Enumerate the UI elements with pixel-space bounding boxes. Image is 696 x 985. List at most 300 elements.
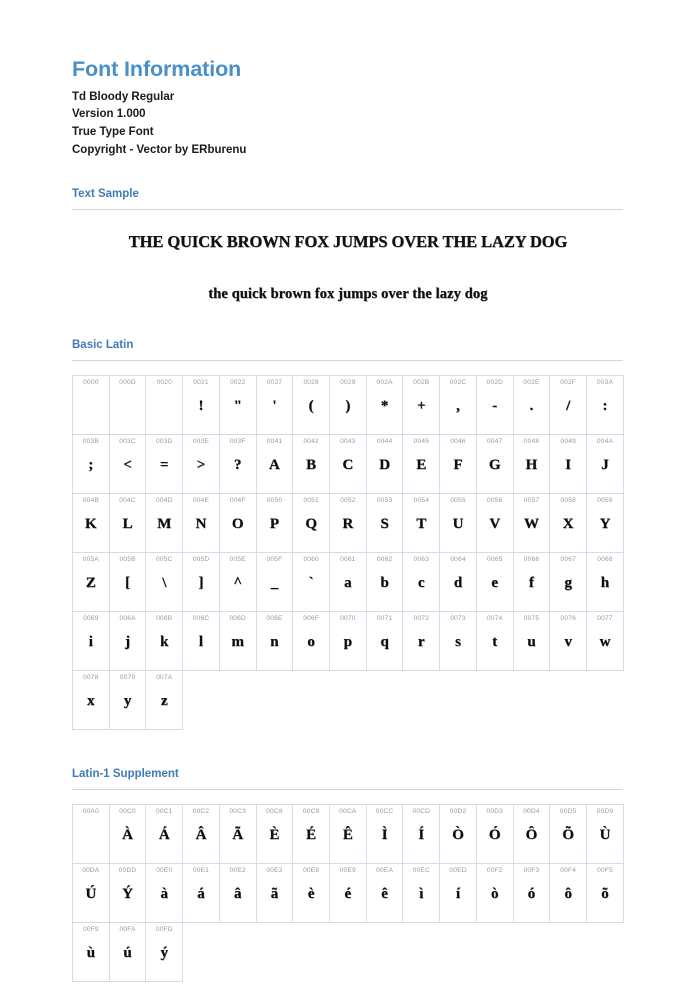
glyph-codepoint: 004A <box>596 437 614 445</box>
glyph-codepoint: 0044 <box>376 437 393 445</box>
glyph-codepoint: 0052 <box>340 496 356 504</box>
glyph-sample: J <box>601 456 609 473</box>
glyph-codepoint: 002D <box>486 378 504 386</box>
glyph-cell-placeholder <box>587 670 624 729</box>
glyph-cell[interactable] <box>293 552 330 611</box>
sample-lowercase-pangram: the quick brown fox jumps over the lazy dog <box>208 286 488 303</box>
glyph-cell[interactable] <box>403 552 440 611</box>
glyph-cell[interactable] <box>109 670 146 729</box>
glyph-cell[interactable] <box>476 552 513 611</box>
glyph-sample: é <box>344 885 352 902</box>
glyph-cell-placeholder <box>440 922 477 981</box>
glyph-cell[interactable] <box>330 611 367 670</box>
glyph-sample: r <box>417 633 425 650</box>
glyph-cell[interactable] <box>366 552 403 611</box>
glyph-sample: Ù <box>599 826 611 843</box>
glyph-cell-placeholder <box>293 670 330 729</box>
glyph-cell[interactable] <box>109 434 146 493</box>
glyph-sample: m <box>231 633 244 650</box>
glyph-sample: È <box>269 826 280 843</box>
glyph-codepoint: 0060 <box>303 555 319 563</box>
glyph-codepoint: 003D <box>156 437 173 445</box>
glyph-codepoint: 0046 <box>450 437 466 445</box>
glyph-cell[interactable] <box>550 375 587 434</box>
glyph-cell[interactable] <box>293 611 330 670</box>
glyph-codepoint: 00E2 <box>229 866 246 874</box>
glyph-cell[interactable] <box>440 804 477 863</box>
glyph-codepoint: 004C <box>119 496 136 504</box>
glyph-sample: V <box>489 515 501 532</box>
glyph-codepoint: 00DD <box>118 866 137 874</box>
glyph-sample: ^ <box>233 574 243 591</box>
glyph-codepoint: 00E8 <box>303 866 320 874</box>
glyph-sample: Á <box>158 826 170 843</box>
glyph-codepoint: 00E1 <box>192 866 210 874</box>
glyph-codepoint: 0049 <box>560 437 576 445</box>
glyph-sample: Z <box>85 574 96 591</box>
glyph-codepoint: 0051 <box>303 496 319 504</box>
glyph-codepoint: 0078 <box>83 673 99 681</box>
glyph-cell[interactable] <box>403 804 440 863</box>
glyph-cell[interactable] <box>109 493 146 552</box>
glyph-sample: W <box>523 515 539 532</box>
glyph-sample: b <box>380 574 389 591</box>
glyph-sample: . <box>529 397 534 414</box>
glyph-codepoint: 005D <box>192 555 210 563</box>
glyph-cell[interactable] <box>330 375 367 434</box>
glyph-codepoint: 006E <box>266 614 283 622</box>
glyph-cell[interactable] <box>73 922 110 981</box>
glyph-sample: S <box>380 515 389 532</box>
glyph-cell-placeholder <box>183 922 220 981</box>
glyph-cell[interactable] <box>403 611 440 670</box>
glyph-cell[interactable] <box>513 863 550 922</box>
glyph-row <box>73 611 624 670</box>
glyph-codepoint: 00D5 <box>559 807 577 815</box>
glyph-cell[interactable] <box>513 375 550 434</box>
glyph-sample: A <box>269 456 280 473</box>
glyph-codepoint: 004D <box>156 496 173 504</box>
glyph-cell[interactable] <box>550 611 587 670</box>
glyph-cell-placeholder <box>366 922 403 981</box>
glyph-sample: Q <box>305 515 317 532</box>
section-heading-basic-latin: Basic Latin <box>72 339 134 352</box>
glyph-codepoint: 00D2 <box>449 807 467 815</box>
glyph-codepoint: 000D <box>119 378 136 386</box>
glyph-cell[interactable] <box>256 863 293 922</box>
glyph-codepoint: 0071 <box>376 614 393 622</box>
glyph-cell[interactable] <box>219 493 256 552</box>
glyph-cell[interactable] <box>109 922 146 981</box>
glyph-sample: ` <box>308 574 314 591</box>
glyph-cell[interactable] <box>183 493 220 552</box>
glyph-sample: o <box>307 633 315 650</box>
glyph-cell[interactable] <box>109 375 146 434</box>
section-divider <box>72 209 623 210</box>
glyph-sample: - <box>492 397 498 414</box>
section-divider <box>72 360 623 361</box>
glyph-cell[interactable] <box>403 863 440 922</box>
glyph-codepoint: 002E <box>523 378 540 386</box>
glyph-sample: á <box>197 885 205 902</box>
glyph-cell[interactable] <box>330 434 367 493</box>
glyph-codepoint: 005B <box>119 555 136 563</box>
text-sample-block <box>72 232 624 303</box>
glyph-cell[interactable] <box>366 611 403 670</box>
glyph-sample: U <box>452 515 464 532</box>
glyph-codepoint: 0063 <box>413 555 430 563</box>
glyph-codepoint: 00A0 <box>82 807 99 815</box>
glyph-codepoint: 0075 <box>523 614 540 622</box>
glyph-codepoint: 0057 <box>523 496 540 504</box>
glyph-sample: Ò <box>452 826 464 843</box>
glyph-cell[interactable] <box>366 863 403 922</box>
glyph-cell[interactable] <box>183 375 220 434</box>
glyph-cell[interactable] <box>587 493 624 552</box>
glyph-codepoint: 00C8 <box>266 807 283 815</box>
glyph-cell-placeholder <box>513 922 550 981</box>
glyph-cell[interactable] <box>183 611 220 670</box>
glyph-codepoint: 0027 <box>266 378 283 386</box>
glyph-sample: ] <box>198 574 204 591</box>
glyph-cell[interactable] <box>219 552 256 611</box>
glyph-cell[interactable] <box>513 434 550 493</box>
glyph-cell[interactable] <box>513 804 550 863</box>
glyph-cell[interactable] <box>146 611 183 670</box>
glyph-cell[interactable] <box>146 493 183 552</box>
glyph-sample: k <box>160 633 169 650</box>
glyph-sample: É <box>306 826 317 843</box>
glyph-cell-placeholder <box>550 670 587 729</box>
section-text-sample <box>72 188 624 339</box>
glyph-cell[interactable] <box>366 804 403 863</box>
glyph-codepoint: 003E <box>192 437 210 445</box>
glyph-sample: K <box>85 515 97 532</box>
glyph-cell[interactable] <box>550 863 587 922</box>
glyph-cell[interactable] <box>587 434 624 493</box>
glyph-sample: ; <box>88 456 94 473</box>
section-divider <box>72 789 623 790</box>
glyph-sample: C <box>342 456 354 473</box>
glyph-sample: À <box>122 826 133 843</box>
glyph-codepoint: 0067 <box>560 555 576 563</box>
glyph-codepoint: 006F <box>303 614 320 622</box>
glyph-codepoint: 0042 <box>303 437 319 445</box>
glyph-cell[interactable] <box>403 375 440 434</box>
glyph-sample: ý <box>160 944 169 961</box>
glyph-sample: g <box>564 574 572 591</box>
glyph-cell[interactable] <box>366 375 403 434</box>
glyph-cell[interactable] <box>73 434 110 493</box>
glyph-sample: D <box>379 456 391 473</box>
glyph-cell[interactable] <box>219 434 256 493</box>
glyph-codepoint: 0064 <box>450 555 466 563</box>
glyph-cell-placeholder <box>256 670 293 729</box>
glyph-cell[interactable] <box>587 611 624 670</box>
glyph-cell[interactable] <box>440 434 477 493</box>
page-title: Font Information <box>72 57 242 81</box>
glyph-table-basic-latin <box>72 375 624 730</box>
glyph-codepoint: 0021 <box>193 378 209 386</box>
section-heading-latin1-supplement: Latin-1 Supplement <box>72 767 179 780</box>
glyph-sample: ' <box>272 397 277 414</box>
glyph-cell[interactable] <box>513 611 550 670</box>
glyph-cell[interactable] <box>476 804 513 863</box>
glyph-cell[interactable] <box>550 493 587 552</box>
glyph-codepoint: 00C2 <box>192 807 210 815</box>
glyph-cell[interactable] <box>403 493 440 552</box>
glyph-row <box>73 552 624 611</box>
glyph-codepoint: 0028 <box>303 378 319 386</box>
glyph-cell[interactable] <box>256 493 293 552</box>
glyph-cell[interactable] <box>256 375 293 434</box>
section-latin1-supplement <box>72 768 624 982</box>
glyph-sample: s <box>455 633 461 650</box>
glyph-sample: O <box>231 515 244 532</box>
glyph-cell[interactable] <box>219 804 256 863</box>
glyph-codepoint: 0055 <box>450 496 466 504</box>
glyph-codepoint: 007A <box>156 673 173 681</box>
glyph-cell[interactable] <box>146 922 183 981</box>
glyph-cell-placeholder <box>587 922 624 981</box>
glyph-cell[interactable] <box>587 804 624 863</box>
font-name: Td Bloody Regular <box>72 90 175 103</box>
glyph-table-latin1-supplement <box>72 804 624 982</box>
glyph-codepoint: 00ED <box>449 866 467 874</box>
glyph-codepoint: 005F <box>266 555 283 563</box>
glyph-codepoint: 0043 <box>340 437 356 445</box>
glyph-cell[interactable] <box>219 611 256 670</box>
glyph-codepoint: 00F3 <box>523 866 540 874</box>
glyph-cell[interactable] <box>73 804 110 863</box>
glyph-sample: â <box>233 885 242 902</box>
glyph-cell[interactable] <box>73 493 110 552</box>
glyph-codepoint: 00E9 <box>339 866 356 874</box>
glyph-codepoint: 003A <box>596 378 614 386</box>
glyph-codepoint: 006A <box>119 614 136 622</box>
glyph-cell[interactable] <box>256 552 293 611</box>
glyph-sample: = <box>160 456 169 473</box>
glyph-sample: j <box>125 633 131 650</box>
glyph-cell[interactable] <box>587 375 624 434</box>
glyph-cell[interactable] <box>330 804 367 863</box>
glyph-codepoint: 004F <box>229 496 246 504</box>
section-basic-latin <box>72 339 624 730</box>
glyph-cell[interactable] <box>146 552 183 611</box>
glyph-codepoint: 0000 <box>83 378 99 386</box>
glyph-cell[interactable] <box>476 493 513 552</box>
glyph-cell[interactable] <box>109 863 146 922</box>
glyph-cell[interactable] <box>146 804 183 863</box>
glyph-cell[interactable] <box>146 670 183 729</box>
glyph-cell[interactable] <box>73 863 110 922</box>
glyph-cell[interactable] <box>146 434 183 493</box>
glyph-cell[interactable] <box>183 863 220 922</box>
font-metadata-list <box>72 89 624 159</box>
glyph-codepoint: 00C9 <box>302 807 320 815</box>
glyph-codepoint: 00D3 <box>486 807 504 815</box>
glyph-sample: u <box>527 633 536 650</box>
glyph-cell[interactable] <box>293 375 330 434</box>
glyph-codepoint: 0062 <box>376 555 393 563</box>
glyph-codepoint: 0020 <box>156 378 173 386</box>
glyph-cell[interactable] <box>73 375 110 434</box>
glyph-codepoint: 002B <box>413 378 430 386</box>
glyph-cell[interactable] <box>550 804 587 863</box>
glyph-table-body <box>73 804 624 981</box>
glyph-sample: < <box>123 456 132 473</box>
sample-uppercase-pangram: THE QUICK BROWN FOX JUMPS OVER THE LAZY DOG <box>128 232 568 252</box>
glyph-codepoint: 00C0 <box>119 807 136 815</box>
glyph-cell[interactable] <box>73 611 110 670</box>
glyph-cell-placeholder <box>403 922 440 981</box>
glyph-sample: Ý <box>122 885 133 902</box>
glyph-cell[interactable] <box>293 863 330 922</box>
glyph-sample: * <box>380 397 389 414</box>
glyph-cell-placeholder <box>550 922 587 981</box>
glyph-codepoint: 00EC <box>412 866 430 874</box>
glyph-cell[interactable] <box>219 863 256 922</box>
glyph-cell[interactable] <box>587 863 624 922</box>
glyph-cell[interactable] <box>550 434 587 493</box>
glyph-codepoint: 005E <box>229 555 246 563</box>
glyph-codepoint: 0048 <box>523 437 540 445</box>
glyph-cell[interactable] <box>293 804 330 863</box>
glyph-row <box>73 670 624 729</box>
glyph-sample: h <box>600 574 610 591</box>
glyph-cell[interactable] <box>440 493 477 552</box>
spacer <box>72 159 624 188</box>
glyph-cell[interactable] <box>293 434 330 493</box>
glyph-cell[interactable] <box>256 611 293 670</box>
glyph-cell-placeholder <box>256 922 293 981</box>
font-copyright: Copyright - Vector by ERburenu <box>72 143 247 156</box>
glyph-codepoint: 0079 <box>119 673 136 681</box>
glyph-cell[interactable] <box>440 611 477 670</box>
glyph-cell[interactable] <box>403 434 440 493</box>
glyph-sample: w <box>599 633 611 650</box>
glyph-sample: Ú <box>85 885 97 902</box>
glyph-codepoint: 0050 <box>266 496 283 504</box>
glyph-cell[interactable] <box>109 552 146 611</box>
glyph-sample: d <box>453 574 463 591</box>
glyph-cell[interactable] <box>476 611 513 670</box>
glyph-sample: a <box>344 574 352 591</box>
glyph-codepoint: 004B <box>82 496 99 504</box>
glyph-cell-placeholder <box>183 670 220 729</box>
glyph-cell[interactable] <box>330 863 367 922</box>
glyph-codepoint: 00DA <box>82 866 100 874</box>
glyph-sample: F <box>453 456 463 473</box>
glyph-sample: B <box>306 456 317 473</box>
glyph-codepoint: 0077 <box>597 614 613 622</box>
glyph-cell[interactable] <box>550 552 587 611</box>
glyph-sample: ì <box>419 885 424 902</box>
glyph-sample: Õ <box>562 826 575 843</box>
glyph-cell[interactable] <box>440 375 477 434</box>
glyph-cell[interactable] <box>183 434 220 493</box>
glyph-sample: , <box>456 397 460 414</box>
glyph-cell[interactable] <box>330 493 367 552</box>
glyph-cell[interactable] <box>73 552 110 611</box>
glyph-cell[interactable] <box>513 552 550 611</box>
glyph-codepoint: 0076 <box>560 614 576 622</box>
glyph-cell[interactable] <box>513 493 550 552</box>
glyph-cell-placeholder <box>403 670 440 729</box>
glyph-cell[interactable] <box>256 804 293 863</box>
glyph-sample: ô <box>564 885 572 902</box>
glyph-codepoint: 00D4 <box>523 807 540 815</box>
glyph-cell[interactable] <box>440 863 477 922</box>
glyph-sample: N <box>195 515 207 532</box>
glyph-cell[interactable] <box>146 863 183 922</box>
glyph-cell[interactable] <box>587 552 624 611</box>
glyph-cell-placeholder <box>219 670 256 729</box>
font-format: True Type Font <box>72 126 154 139</box>
glyph-cell[interactable] <box>476 434 513 493</box>
glyph-sample: ê <box>381 885 388 902</box>
glyph-sample: í <box>455 885 461 902</box>
glyph-cell[interactable] <box>146 375 183 434</box>
glyph-cell[interactable] <box>476 375 513 434</box>
glyph-codepoint: 00F4 <box>560 866 577 874</box>
glyph-sample: q <box>380 633 389 650</box>
glyph-cell[interactable] <box>366 493 403 552</box>
glyph-sample: Ô <box>525 826 538 843</box>
glyph-codepoint: 003B <box>82 437 99 445</box>
glyph-sample: ) <box>345 397 351 414</box>
glyph-cell[interactable] <box>183 552 220 611</box>
glyph-sample: Ê <box>342 826 353 843</box>
glyph-sample: " <box>233 397 242 414</box>
glyph-codepoint: 00CC <box>375 807 394 815</box>
glyph-cell[interactable] <box>183 804 220 863</box>
glyph-codepoint: 0045 <box>413 437 430 445</box>
glyph-cell[interactable] <box>440 552 477 611</box>
glyph-codepoint: 005A <box>82 555 99 563</box>
glyph-codepoint: 0073 <box>450 614 466 622</box>
glyph-cell-placeholder <box>219 922 256 981</box>
glyph-sample: + <box>417 397 426 414</box>
glyph-sample: / <box>566 397 571 414</box>
glyph-codepoint: 00C3 <box>229 807 247 815</box>
glyph-cell[interactable] <box>330 552 367 611</box>
glyph-cell[interactable] <box>219 375 256 434</box>
glyph-sample: f <box>528 574 534 591</box>
glyph-row <box>73 493 624 552</box>
glyph-cell[interactable] <box>73 670 110 729</box>
glyph-codepoint: 005C <box>156 555 173 563</box>
font-version: Version 1.000 <box>72 108 146 121</box>
glyph-cell[interactable] <box>109 804 146 863</box>
glyph-codepoint: 00CD <box>412 807 431 815</box>
glyph-cell[interactable] <box>476 863 513 922</box>
glyph-codepoint: 006C <box>192 614 210 622</box>
glyph-codepoint: 0059 <box>597 496 613 504</box>
glyph-cell[interactable] <box>366 434 403 493</box>
glyph-codepoint: 00FA <box>119 925 136 933</box>
glyph-sample: : <box>602 397 608 414</box>
glyph-cell[interactable] <box>256 434 293 493</box>
glyph-codepoint: 00F2 <box>486 866 503 874</box>
glyph-cell[interactable] <box>109 611 146 670</box>
glyph-sample: ú <box>123 944 132 961</box>
glyph-codepoint: 006D <box>229 614 247 622</box>
glyph-cell-placeholder <box>366 670 403 729</box>
glyph-cell-placeholder <box>330 670 367 729</box>
glyph-sample: Â <box>195 826 207 843</box>
glyph-cell[interactable] <box>293 493 330 552</box>
